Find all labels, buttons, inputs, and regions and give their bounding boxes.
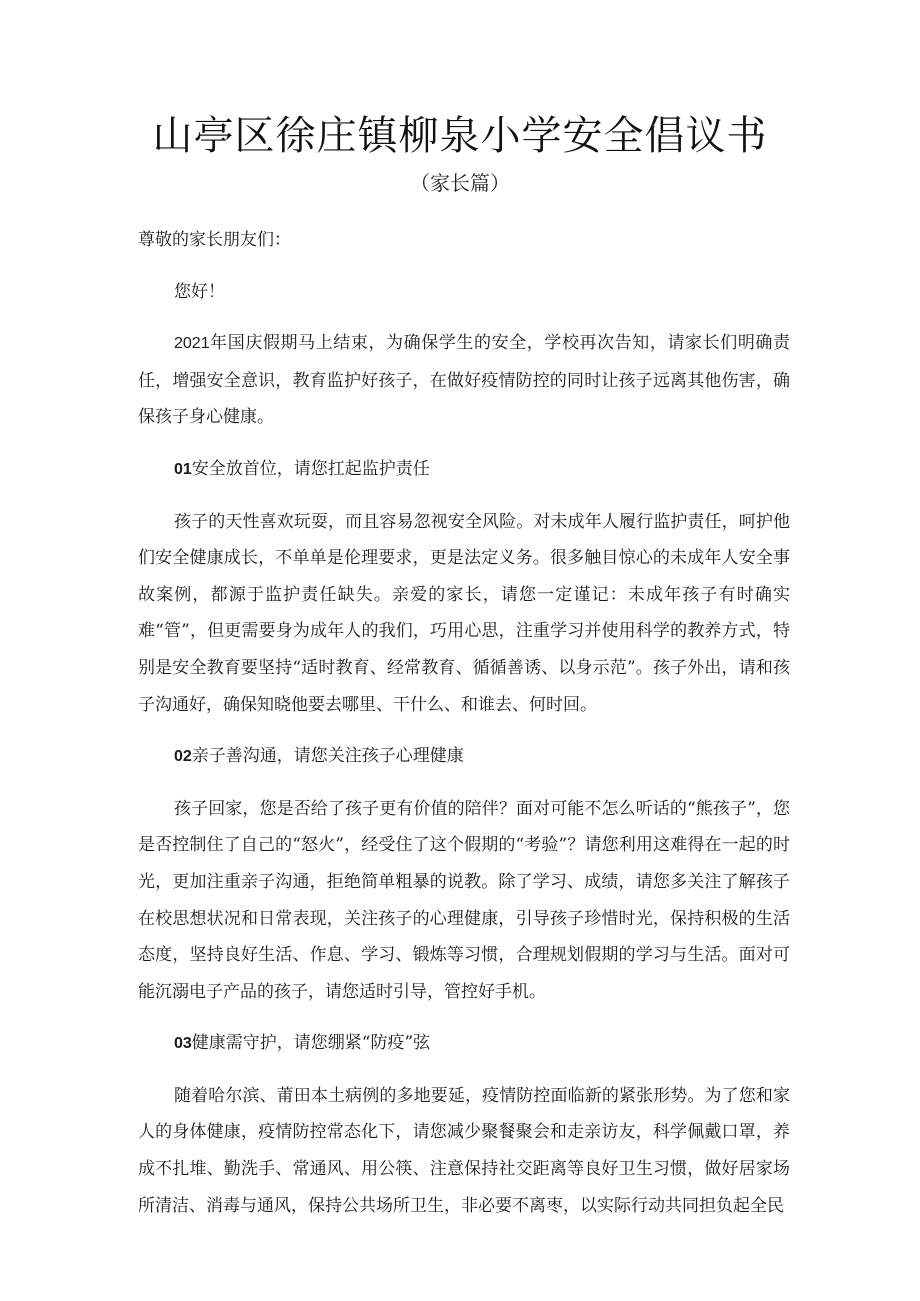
- section-body-01: 孩子的天性喜欢玩耍，而且容易忽视安全风险。对未成年人履行监护责任，呵护他们安全健康成长，不单单是伦理要求，更是法定义务。很多触目惊心的未成年人安全事故案例，都源于监护责任缺失。亲爱的家长，请您一定谨记：未成年孩子有时确实难“管”，但更需要身为成年人的我们，巧用心思，注重学习并使用科学的教养方式，特别是安全教育要坚持“适时教育、经常教育、循循善诱、以身示范”。孩子外出，请和孩子沟通好，确保知晓他要去哪里、干什么、和谁去、何时回。: [138, 511, 790, 715]
- section-heading-03: [138, 1025, 790, 1063]
- section-heading-text: 健康需守护，请您绷紧“防疫”弦: [191, 1033, 431, 1054]
- section-number: 01: [174, 460, 192, 478]
- section-heading-text: 亲子善沟通，请您关注孩子心理健康: [191, 746, 464, 767]
- section-body-03: 随着哈尔滨、莆田本土病例的多地要延，疫情防控面临新的紧张形势。为了您和家人的身体健康，疫情防控常态化下，请您减少聚餐聚会和走亲访友，科学佩戴口罩，养成不扎堆、勤洗手、常通风、用公筷、注意保持社交距离等良好卫生习惯，做好居家场所清洁、消毒与通风，保持公共场所卫生，非必要不离枣，以实际行动共同担负起全民: [138, 1085, 790, 1216]
- intro-text: 年国庆假期马上结束，为确保学生的安全，学校再次告知，请家长们明确责任，增强安全意识，教育监护好孩子，在做好疫情防控的同时让孩子远离其他伤害，确保孩子身心健康。: [138, 333, 790, 428]
- section-heading-01: [138, 451, 790, 489]
- section-body-02: 孩子回家，您是否给了孩子更有价值的陪伴？面对可能不怎么听话的“熊孩子”，您是否控制住了自己的“怒火”，经受住了这个假期的“考验”？请您利用这难得在一起的时光，更加注重亲子沟通，拒绝简单粗暴的说教。除了学习、成绩，请您多关注了解孩子在校思想状况和日常表现，关注孩子的心理健康，引导孩子珍惜时光，保持积极的生活态度，坚持良好生活、作息、学习、锻炼等习惯，合理规划假期的学习与生活。面对可能沉溺电子产品的孩子，请您适时引导，管控好手机。: [138, 798, 790, 1002]
- hello-line: 您好！: [174, 281, 225, 302]
- intro-paragraph: [138, 325, 790, 436]
- section-number: 02: [174, 748, 192, 766]
- greeting: 尊敬的家长朋友们：: [138, 230, 291, 250]
- intro-year: 2021: [174, 335, 210, 353]
- section-heading-text: 安全放首位，请您扛起监护责任: [191, 458, 430, 479]
- document-body: [138, 222, 790, 1239]
- document-subtitle: （家长篇）: [410, 171, 510, 195]
- section-heading-02: [138, 738, 790, 776]
- document-title: 山亭区徐庄镇柳泉小学安全倡议书: [152, 113, 768, 159]
- section-number: 03: [174, 1035, 192, 1053]
